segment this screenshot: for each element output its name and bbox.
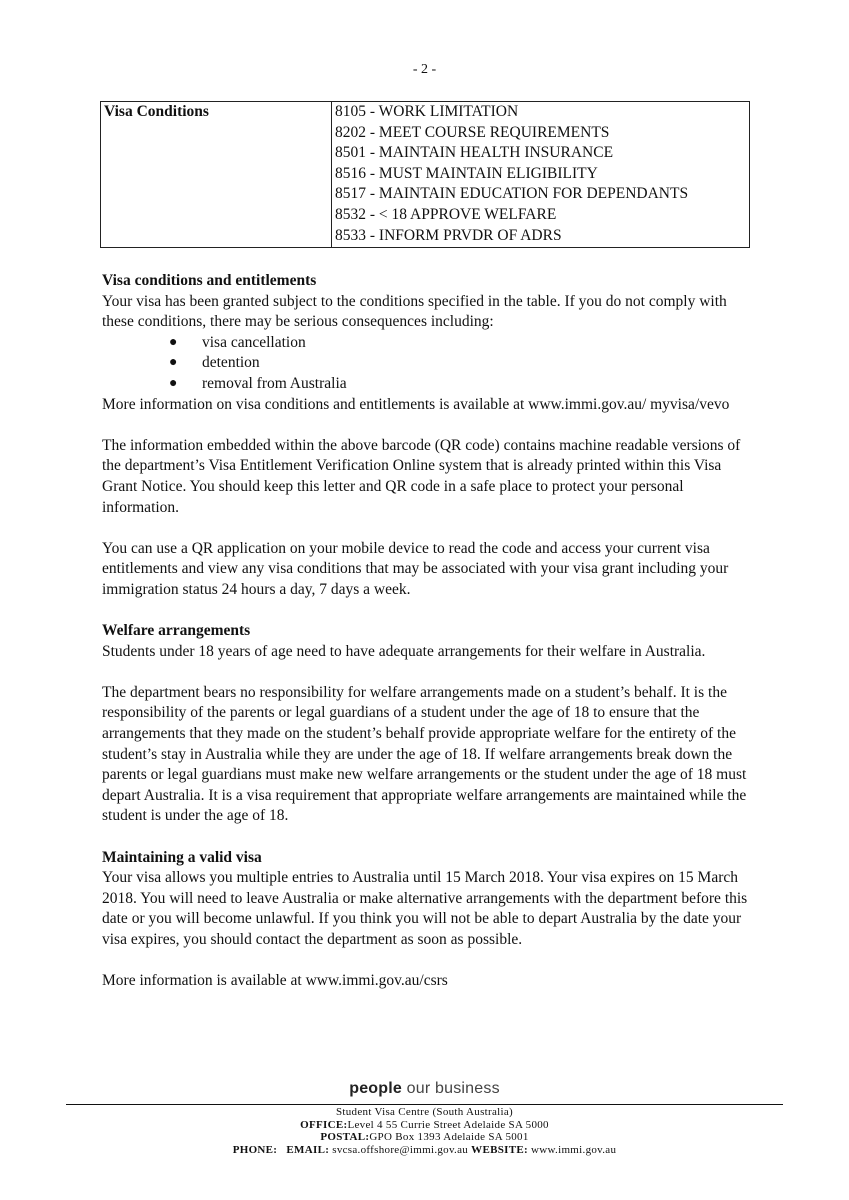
bullet-icon: ● [169, 375, 178, 391]
conditions-heading: Visa conditions and entitlements [102, 272, 317, 289]
condition-item: 8517 - MAINTAIN EDUCATION FOR DEPENDANTS [335, 185, 689, 203]
office-label: OFFICE: [300, 1118, 348, 1131]
conditions-more-info: More information on visa conditions and entitlements is available at www.immi.gov.au/ myvisa/vevo [102, 395, 730, 413]
visa-conditions-table [100, 101, 750, 248]
condition-item: 8501 - MAINTAIN HEALTH INSURANCE [335, 144, 614, 162]
qr-paragraph-1: The information embedded within the above barcode (QR code) contains machine readable versions of the department’s Visa Entitlement Verification Online system that is already printed within this Visa Grant Notice. You should keep this letter and QR code in a safe place to protect your personal information. [102, 436, 741, 516]
list-item-text: visa cancellation [202, 333, 306, 351]
footer-logo [0, 1079, 849, 1100]
valid-visa-heading: Maintaining a valid visa [102, 848, 262, 866]
footer-postal-line [0, 1131, 849, 1144]
valid-visa-paragraph: Your visa allows you multiple entries to Australia until 15 March 2018. Your visa expires on 15 March 2018. You will need to leave Australia or make alternative arrangements with the department before this date or you will become unlawful. If you think you will not be able to depart Australia by the date your visa expires, you should contact the department as soon as possible. [102, 869, 748, 948]
list-item [102, 353, 752, 374]
welfare-paragraph-2: The department bears no responsibility for welfare arrangements made on a student’s behalf. It is the responsibility of the parents or legal guardians of a student under the age of 18 to ensure that the arrangements that they made on the student’s behalf provide appropriate welfare for the entirety of the student’s stay in Australia while they are under the age of 18. If welfare arrangements break down the parents or legal guardians must make new welfare arrangements or the student under the age of 18 must depart Australia. It is a visa requirement that appropriate welfare arrangements are maintained while the student is under the age of 18. [102, 683, 747, 825]
table-row [101, 102, 750, 248]
bullet-icon: ● [169, 355, 178, 371]
page-number: - 2 - [412, 62, 437, 77]
office-value: Level 4 55 Currie Street Adelaide SA 5000 [347, 1118, 549, 1131]
condition-item: 8202 - MEET COURSE REQUIREMENTS [335, 123, 610, 141]
email-label: EMAIL: [286, 1143, 330, 1156]
list-item-text: detention [202, 354, 260, 372]
visa-conditions-list [332, 102, 750, 248]
postal-value: GPO Box 1393 Adelaide SA 5001 [369, 1131, 529, 1143]
bullet-icon: ● [169, 334, 178, 350]
condition-item: 8533 - INFORM PRVDR OF ADRS [335, 226, 562, 244]
list-item-text: removal from Australia [202, 374, 347, 392]
condition-item: 8532 - < 18 APPROVE WELFARE [335, 205, 557, 223]
qr-paragraph-2: You can use a QR application on your mobile device to read the code and access your current visa entitlements and view any visa conditions that may be associated with your visa grant including your immigration status 24 hours a day, 7 days a week. [102, 539, 729, 598]
email-value: svcsa.offshore@immi.gov.au [332, 1143, 469, 1156]
valid-visa-more-info: More information is available at www.immi.gov.au/csrs [102, 972, 448, 990]
website-value: www.immi.gov.au [531, 1143, 617, 1156]
list-item [102, 374, 752, 395]
visa-conditions-label: Visa Conditions [101, 102, 332, 248]
welfare-heading: Welfare arrangements [102, 622, 251, 640]
footer-contact-info [0, 1106, 849, 1156]
condition-item: 8516 - MUST MAINTAIN ELIGIBILITY [335, 164, 598, 182]
footer-contact-line [0, 1144, 849, 1157]
logo-strong-text: people [349, 1080, 402, 1097]
footer-office-name: Student Visa Centre (South Australia) [335, 1106, 514, 1118]
postal-label: POSTAL: [320, 1131, 370, 1143]
conditions-intro: Your visa has been granted subject to the conditions specified in the table. If you do not comply with these conditions, there may be serious consequences including: [102, 292, 727, 331]
list-item [102, 333, 752, 354]
welfare-paragraph-1: Students under 18 years of age need to have adequate arrangements for their welfare in Australia. [102, 642, 706, 660]
logo-light-text: our business [402, 1080, 500, 1097]
footer-office-line [0, 1119, 849, 1132]
letter-body [102, 271, 752, 992]
consequences-list [102, 333, 752, 395]
condition-item: 8105 - WORK LIMITATION [335, 103, 519, 120]
footer-divider [66, 1104, 783, 1105]
website-label: WEBSITE: [471, 1143, 528, 1156]
phone-label: PHONE: [232, 1143, 278, 1156]
